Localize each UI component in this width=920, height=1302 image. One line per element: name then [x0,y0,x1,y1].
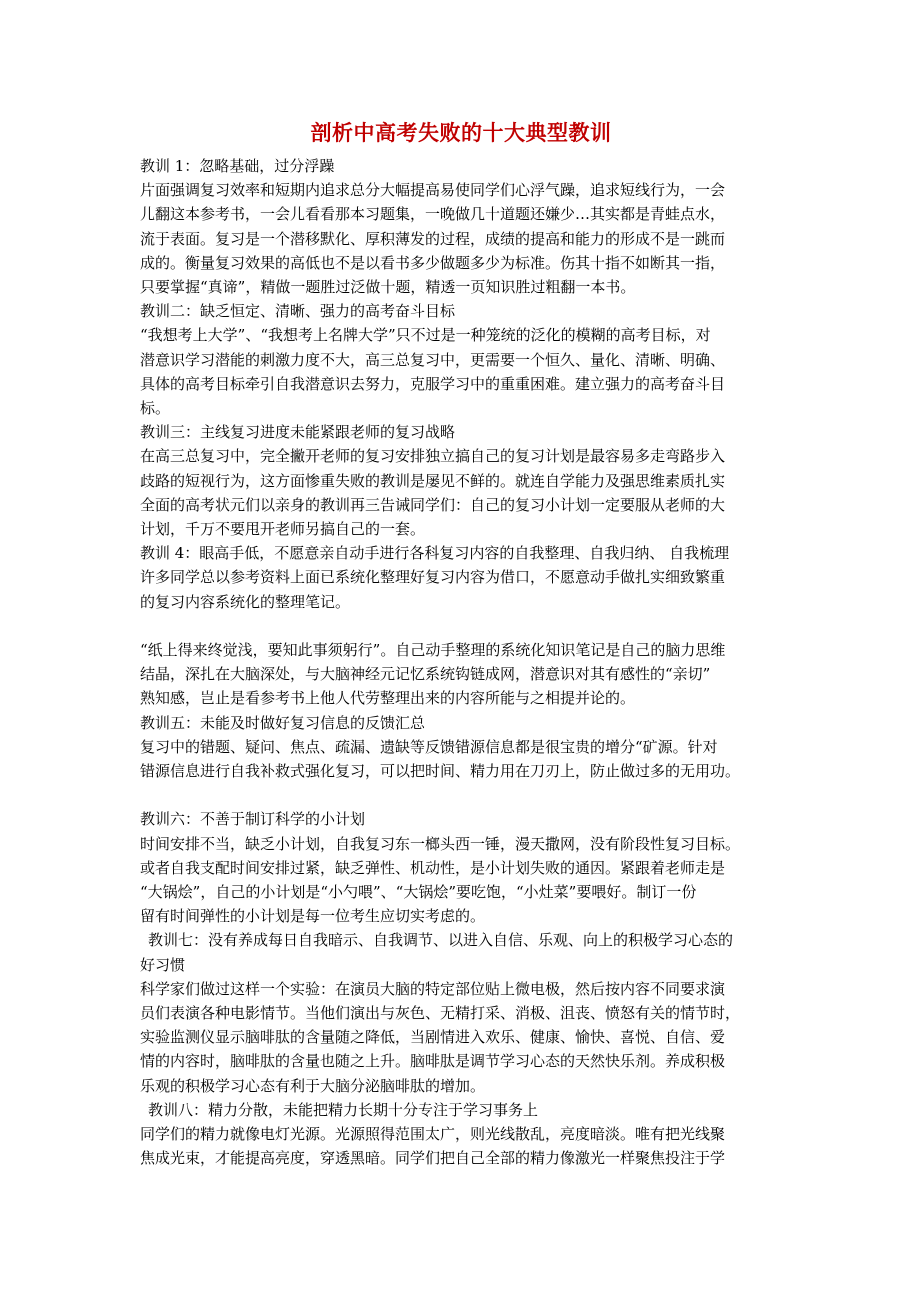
body-line: 结晶，深扎在大脑深处，与大脑神经元记忆系统钩链成网，潜意识对其有感性的“亲切” [140,665,711,684]
blank-line [140,614,782,638]
body-line: 在高三总复习中，完全撇开老师的复习安排独立搞自己的复习计划是最容易多走弯路步入 [140,447,726,466]
lesson-heading: 教训 1：忽略基础，过分浮躁 [140,157,335,175]
body-line: 员们表演各种电影情节。当他们演出与灰色、无精打采、消极、沮丧、愤怒有关的情节时， [140,1004,741,1023]
body-line: 只要掌握“真谛”，精做一题胜过泛做十题，精透一页知识胜过粗翻一本书。 [140,278,636,297]
body-line: 留有时间弹性的小计划是每一位考生应切实考虑的。 [140,907,486,926]
body-line: 焦成光束，才能提高亮度，穿透黑暗。同学们把自己全部的精力像激光一样聚焦投注于学 [140,1149,726,1168]
body-line: “大锅烩”，自己的小计划是“小勺喂”、“大锅烩”要吃饱，“小灶菜”要喂好。制订一份 [140,883,697,902]
body-line: 成的。衡量复习效果的高低也不是以看书多少做题多少为标准。伤其十指不如断其一指， [140,253,726,272]
body-line: 时间安排不当，缺乏小计划，自我复习东一榔头西一锤，漫天撒网，没有阶段性复习目标。 [140,834,741,853]
body-line: 歧路的短视行为，这方面惨重失败的教训是屡见不鲜的。就连自学能力及强思维素质扎实 [140,471,726,490]
lesson-heading: 教训 4：眼高手低，不愿意亲自动手进行各科复习内容的自我整理、自我归纳、 自我梳理 [140,544,730,563]
body-line: 错源信息进行自我补救式强化复习，可以把时间、精力用在刀刃上，防止做过多的无用功。 [140,762,741,781]
body-line: 实验监测仪显示脑啡肽的含量随之降低，当剧情进入欢乐、健康、愉快、喜悦、自信、爱 [140,1028,726,1047]
lesson-heading: 教训八：精力分散，未能把精力长期十分专注于学习事务上 [148,1100,539,1119]
document-title: 剖析中高考失败的十大典型教训 [310,120,612,145]
body-line: 片面强调复习效率和短期内追求总分大幅提高易使同学们心浮气躁，追求短线行为，一会 [140,181,726,200]
lesson-heading: 教训二：缺乏恒定、清晰、强力的高考奋斗目标 [140,302,456,321]
lesson-heading: 教训七：没有养成每日自我暗示、自我调节、以进入自信、乐观、向上的积极学习心态的 [148,931,734,950]
body-line: 具体的高考目标牵引自我潜意识去努力，克服学习中的重重困难。建立强力的高考奋斗目 [140,374,726,393]
lesson-heading: 教训六：不善于制订科学的小计划 [140,810,366,829]
body-line: 的复习内容系统化的整理笔记。 [140,592,351,611]
blank-line [140,783,782,807]
document-body [140,154,782,1171]
body-line: 科学家们做过这样一个实验：在演员大脑的特定部位贴上微电极，然后按内容不同要求演 [140,979,726,998]
lesson-heading: 教训三：主线复习进度未能紧跟老师的复习战略 [140,423,456,442]
lesson-heading: 教训五：未能及时做好复习信息的反馈汇总 [140,713,426,732]
body-line: 好习惯 [140,955,186,974]
body-line: 流于表面。复习是一个潜移默化、厚积薄发的过程，成绩的提高和能力的形成不是一跳而 [140,229,726,248]
document-page [140,118,782,1171]
body-line: 计划，千万不要甩开老师另搞自己的一套。 [140,520,426,539]
body-line: 潜意识学习潜能的刺激力度不大，高三总复习中，更需要一个恒久、量化、清晰、明确、 [140,350,726,369]
body-line: 同学们的精力就像电灯光源。光源照得范围太广，则光线散乱，亮度暗淡。唯有把光线聚 [140,1125,726,1144]
body-line: “我想考上大学”、“我想考上名牌大学”只不过是一种笼统的泛化的模糊的高考目标，对 [140,326,711,345]
body-line: 或者自我支配时间安排过紧，缺乏弹性、机动性，是小计划失败的通因。紧跟着老师走是 [140,858,726,877]
body-line: 许多同学总以参考资料上面已系统化整理好复习内容为借口，不愿意动手做扎实细致繁重 [140,568,726,587]
body-line: 儿翻这本参考书，一会儿看看那本习题集，一晚做几十道题还嫌少…其实都是青蛙点水， [140,205,726,224]
body-line: 熟知感，岂止是看参考书上他人代劳整理出来的内容所能与之相提并论的。 [140,689,636,708]
body-line: 标。 [140,399,171,418]
body-line: 复习中的错题、疑问、焦点、疏漏、遗缺等反馈错源信息都是很宝贵的增分“矿源。针对 [140,737,718,756]
body-line: 乐观的积极学习心态有利于大脑分泌脑啡肽的增加。 [140,1076,486,1095]
body-line: “纸上得来终觉浅，要知此事须躬行”。自己动手整理的系统化知识笔记是自己的脑力思维 [140,641,726,660]
body-line: 全面的高考状元们以亲身的教训再三告诫同学们：自己的复习小计划一定要服从老师的大 [140,495,726,514]
body-line: 情的内容时，脑啡肽的含量也随之上升。脑啡肽是调节学习心态的天然快乐剂。养成积极 [140,1052,726,1071]
